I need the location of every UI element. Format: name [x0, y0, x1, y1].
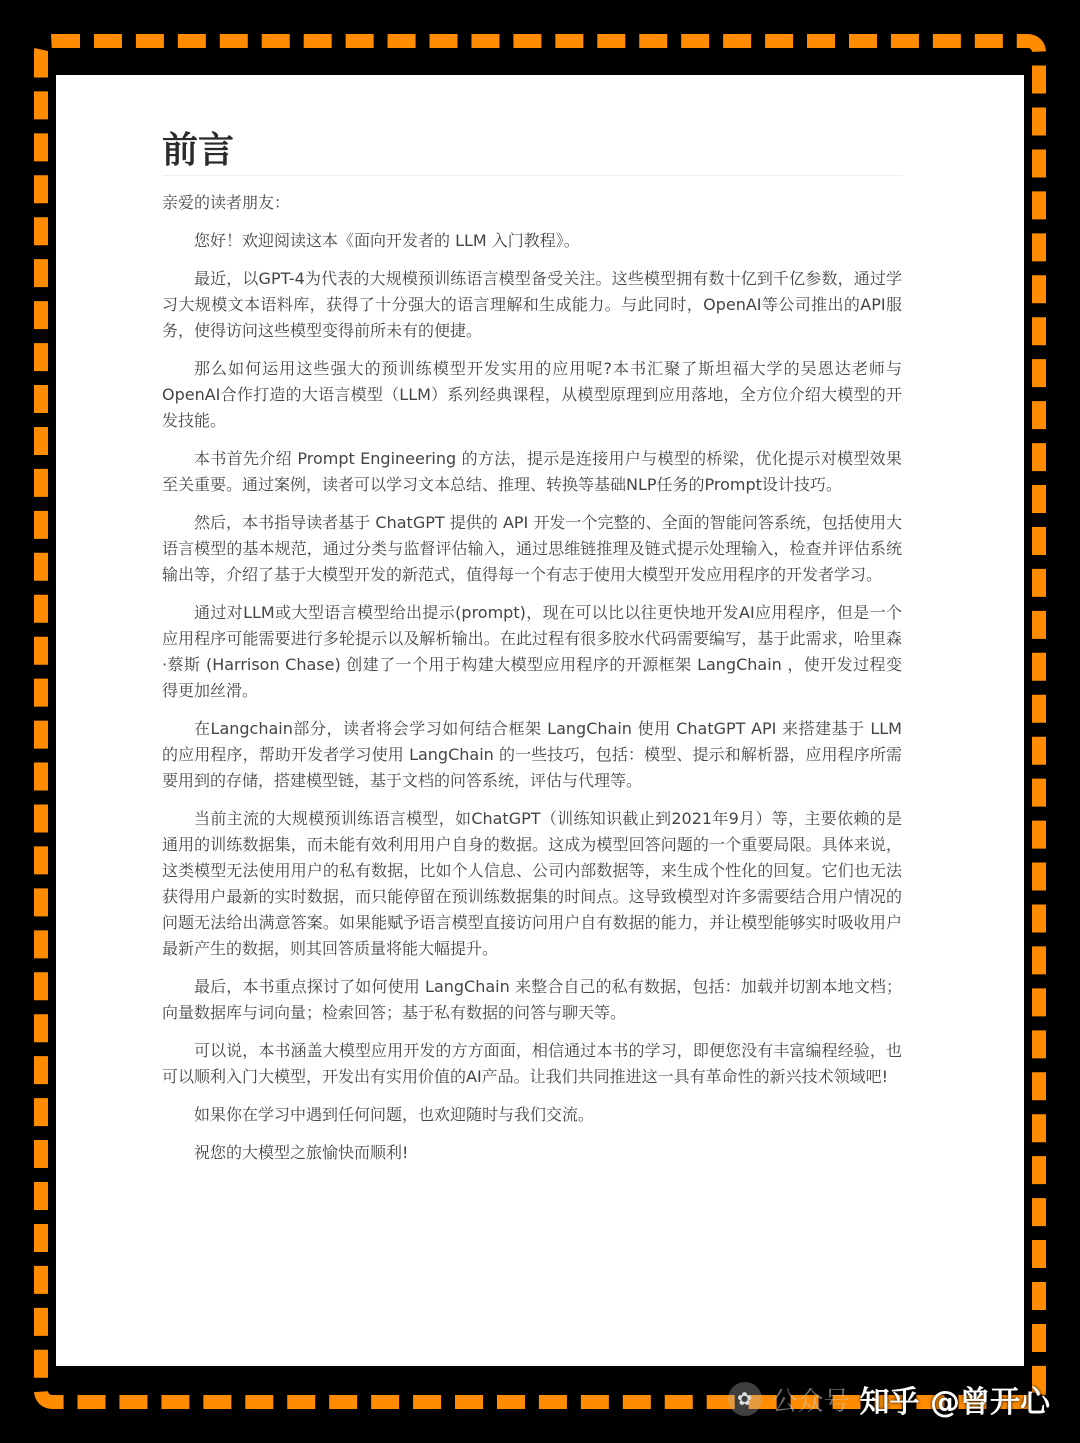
- document-page: [56, 75, 1024, 1366]
- paragraph-5: 然后，本书指导读者基于 ChatGPT 提供的 API 开发一个完整的、全面的智能问答系统，包括使用大语言模型的基本规范，通过分类与监督评估输入，通过思维链推理及链式提示处理输入，检查并评估系统输出等，介绍了基于大模型开发的新范式，值得每一个有志于使用大模型开发应用程序的开发者学习。: [162, 513, 902, 584]
- greeting: 亲爱的读者朋友：: [162, 193, 291, 212]
- paragraph-11: 如果你在学习中遇到任何问题，也欢迎随时与我们交流。: [194, 1105, 595, 1124]
- watermark-gzh-label: 公众号: [771, 1386, 850, 1417]
- paragraph-1: 您好！欢迎阅读这本《面向开发者的 LLM 入门教程》。: [194, 231, 580, 250]
- paragraph-10: 可以说，本书涵盖大模型应用开发的方方面面，相信通过本书的学习，即便您没有丰富编程经验，也可以顺利入门大模型，开发出有实用价值的AI产品。让我们共同推进这一具有革命性的新兴技术领域吧!: [162, 1041, 902, 1086]
- paragraph-12: 祝您的大模型之旅愉快而顺利!: [194, 1143, 409, 1162]
- paragraph-6: 通过对LLM或大型语言模型给出提示(prompt)，现在可以比以往更快地开发AI应用程序，但是一个应用程序可能需要进行多轮提示以及解析输出。在此过程有很多胶水代码需要编写，基于此需求，哈里森·蔡斯 (Harrison Chase) 创建了一个用于构建大模型应用程序的开源框架 LangChain ，使开发过程变得更加丝滑。: [162, 603, 902, 700]
- watermark: [728, 1377, 1050, 1421]
- document-content: [162, 129, 902, 1166]
- paragraph-2: 最近，以GPT-4为代表的大规模预训练语言模型备受关注。这些模型拥有数十亿到千亿参数，通过学习大规模文本语料库，获得了十分强大的语言理解和生成能力。与此同时，OpenAI等公司推出的API服务，使得访问这些模型变得前所未有的便捷。: [162, 269, 902, 340]
- paragraph-4: 本书首先介绍 Prompt Engineering 的方法，提示是连接用户与模型的桥梁，优化提示对模型效果至关重要。通过案例，读者可以学习文本总结、推理、转换等基础NLP任务的Prompt设计技巧。: [162, 449, 902, 494]
- paragraph-7: 在Langchain部分，读者将会学习如何结合框架 LangChain 使用 ChatGPT API 来搭建基于 LLM 的应用程序，帮助开发者学习使用 LangChain 的一些技巧，包括：模型、提示和解析器，应用程序所需要用到的存储，搭建模型链，基于文档的问答系统，评估与代理等。: [162, 719, 902, 790]
- paragraph-3: 那么如何运用这些强大的预训练模型开发实用的应用呢?本书汇聚了斯坦福大学的吴恩达老师与OpenAI合作打造的大语言模型（LLM）系列经典课程，从模型原理到应用落地，全方位介绍大模型的开发技能。: [162, 359, 902, 430]
- wechat-icon: ✿: [728, 1382, 762, 1416]
- paragraph-8: 当前主流的大规模预训练语言模型，如ChatGPT（训练知识截止到2021年9月）等，主要依赖的是通用的训练数据集，而未能有效利用用户自身的数据。这成为模型回答问题的一个重要局限。具体来说，这类模型无法使用用户的私有数据，比如个人信息、公司内部数据等，来生成个性化的回复。它们也无法获得用户最新的实时数据，而只能停留在预训练数据集的时间点。这导致模型对许多需要结合用户情况的问题无法给出满意答案。如果能赋予语言模型直接访问用户自有数据的能力，并让模型能够实时吸收用户最新产生的数据，则其回答质量将能大幅提升。: [162, 809, 902, 958]
- page-title: 前言: [162, 129, 902, 176]
- watermark-zhihu-label: 知乎 @曾开心: [859, 1385, 1050, 1420]
- paragraph-9: 最后，本书重点探讨了如何使用 LangChain 来整合自己的私有数据，包括：加载并切割本地文档；向量数据库与词向量；检索回答；基于私有数据的问答与聊天等。: [162, 977, 902, 1022]
